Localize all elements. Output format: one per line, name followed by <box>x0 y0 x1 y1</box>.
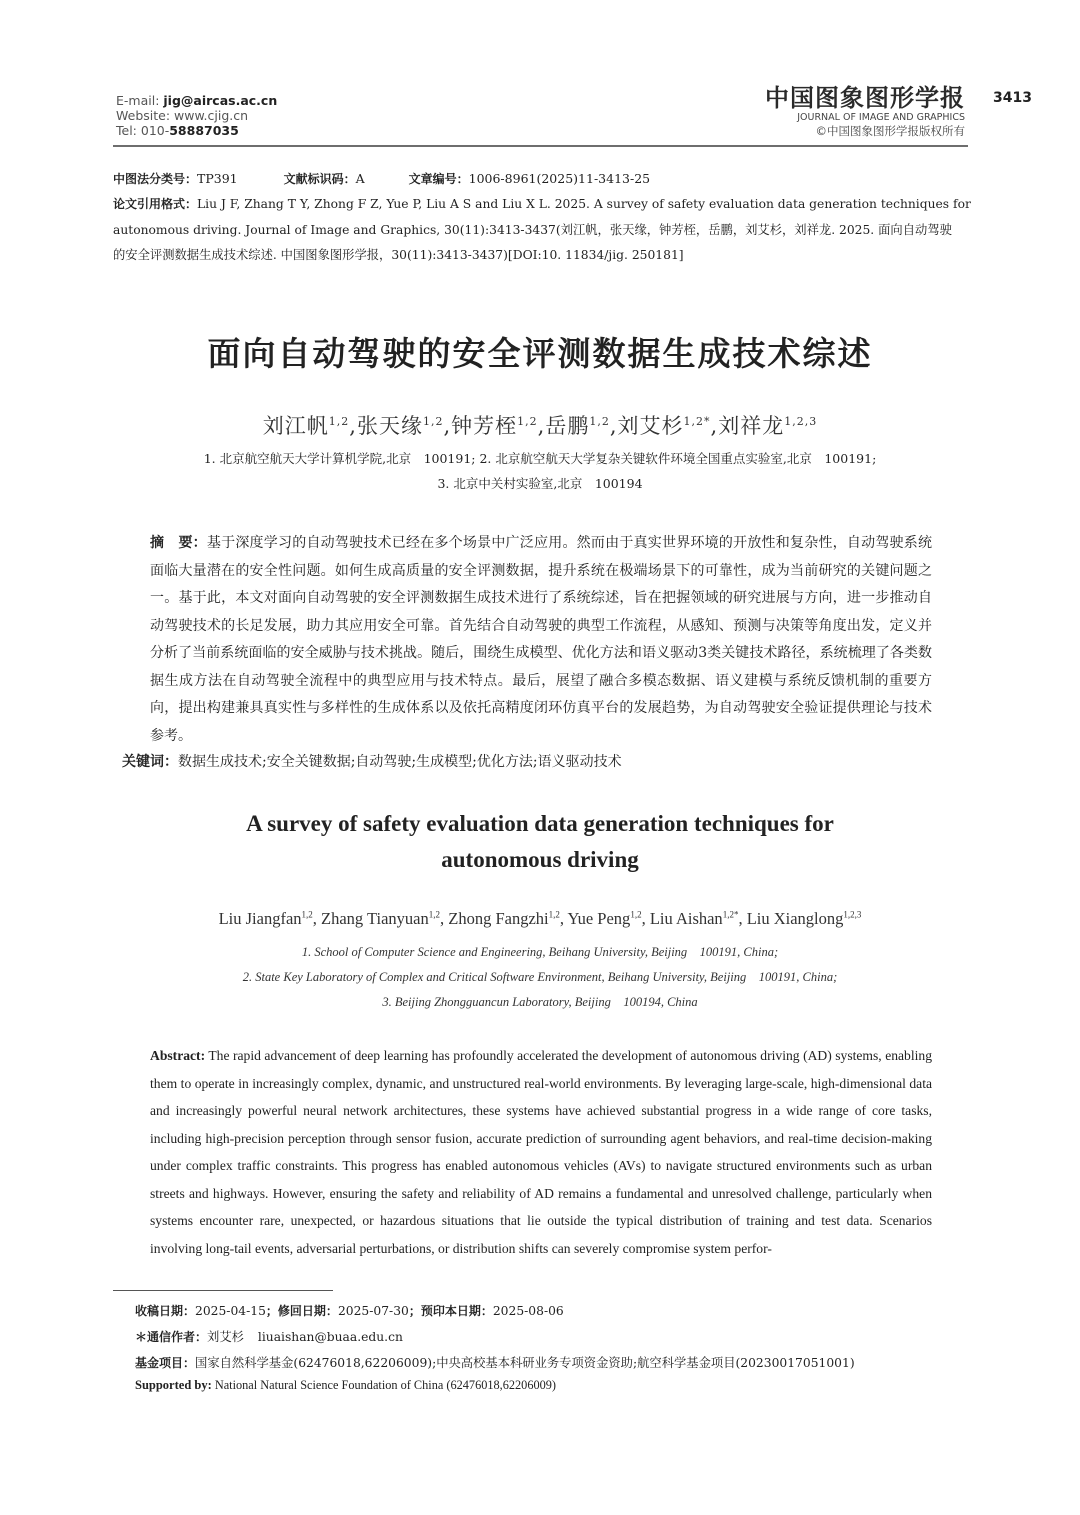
citation-text-2: autonomous driving. Journal of Image and Graphics, 30(11):3413-3437(刘江帆，张天缘，钟芳桎，岳鹏，刘艾杉，刘祥龙. 2025. 面向自动驾驶 <box>113 223 952 237</box>
tel-label: Tel: 010- <box>116 123 170 138</box>
author-separator: , <box>710 414 719 438</box>
author-affiliation-mark: 1,2 <box>428 909 440 920</box>
footnote-funding <box>135 1353 855 1371</box>
received-label: 收稿日期： <box>135 1304 196 1318</box>
author-separator: , <box>537 414 546 438</box>
author-separator: , <box>609 414 618 438</box>
supported-text: National Natural Science Foundation of China (62476018,62206009) <box>214 1378 557 1392</box>
author-affiliation-mark: 1,2* <box>722 909 739 920</box>
paper-title-cn: 面向自动驾驶的安全评测数据生成技术综述 <box>207 334 873 373</box>
author-separator: , <box>440 909 449 928</box>
author-affiliation-mark: 1,2* <box>683 415 711 428</box>
journal-name-en: JOURNAL OF IMAGE AND GRAPHICS <box>797 112 965 123</box>
page-number: 3413 <box>993 90 1032 106</box>
abstract-en <box>150 1042 932 1262</box>
affiliation-en-1: 1. School of Computer Science and Engineering, Beihang University, Beijing 100191, China; <box>301 945 779 959</box>
funding-label: 基金项目： <box>135 1356 196 1370</box>
website-link[interactable]: Website: www.cjig.cn <box>116 108 249 123</box>
en-author <box>568 909 650 928</box>
footnote-supported <box>135 1378 556 1393</box>
author-name: Liu Aishan <box>649 909 723 928</box>
citation-line-1 <box>113 195 971 212</box>
cn-author <box>618 414 719 438</box>
author-affiliation-mark: 1,2 <box>517 415 538 428</box>
article-number-label: 文章编号： <box>408 172 469 186</box>
author-list-cn <box>0 410 1080 440</box>
author-affiliation-mark: 1,2,3 <box>843 909 862 920</box>
title-en-line-1: A survey of safety evaluation data generation techniques for <box>246 811 834 836</box>
received-date: 2025-04-15 <box>195 1304 266 1318</box>
abstract-en-label: Abstract: <box>150 1048 206 1063</box>
cn-author <box>545 414 617 438</box>
author-separator: , <box>443 414 452 438</box>
cn-author <box>451 414 545 438</box>
author-name: Zhong Fangzhi <box>448 909 549 928</box>
abstract-cn-label: 摘 要： <box>150 535 207 551</box>
cn-author <box>263 414 357 438</box>
corresponding-label: ＊通信作者： <box>135 1330 208 1344</box>
article-number-value: 1006-8961(2025)11-3413-25 <box>468 171 651 186</box>
preprint-label: ；预印本日期： <box>408 1304 493 1318</box>
author-affiliation-mark: 1,2 <box>589 415 610 428</box>
affiliation-en-3: 3. Beijing Zhongguancun Laboratory, Beijing 100194, China <box>382 995 698 1009</box>
author-separator: , <box>559 909 568 928</box>
title-en-line-2: autonomous driving <box>441 847 639 872</box>
supported-label: Supported by: <box>135 1378 212 1392</box>
author-name: 岳鹏 <box>545 414 590 438</box>
author-affiliation-mark: 1,2 <box>630 909 642 920</box>
corresponding-name: 刘艾杉 <box>207 1330 244 1344</box>
class-value: TP391 <box>197 171 238 186</box>
author-affiliation-mark: 1,2 <box>422 415 444 428</box>
author-name: 钟芳桎 <box>451 414 518 438</box>
revised-label: ；修回日期： <box>265 1304 338 1318</box>
author-name: 刘祥龙 <box>718 414 785 438</box>
abstract-cn-text: 基于深度学习的自动驾驶技术已经在多个场景中广泛应用。然而由于真实世界环境的开放性和复杂性，自动驾驶系统面临大量潜在的安全性问题。如何生成高质量的安全评测数据，提升系统在极端场景下的可靠性，成为当前研究的关键问题之一。基于此，本文对面向自动驾驶的安全评测数据生成技术进行了系统综述，旨在把握领域的研究进展与方向，进一步推动自动驾驶技术的长足发展，助力其应用安全可靠。首先结合自动驾驶的典型工作流程，从感知、预测与决策等角度出发，定义并分析了当前系统面临的安全威胁与技术挑战。随后，围绕生成模型、优化方法和语义驱动3类关键技术路径，系统梳理了各类数据生成方法在自动驾驶全流程中的典型应用与技术特点。最后，展望了融合多模态数据、语义建模与系统反馈机制的重要方向，提出构建兼具真实性与多样性的生成体系以及依托高精度闭环仿真平台的发展趋势，为自动驾驶安全验证提供理论与技术参考。 <box>150 535 932 744</box>
en-author <box>650 909 747 928</box>
affiliation-en-2: 2. State Key Laboratory of Complex and Critical Software Environment, Beihang University, Beijing 100191, China; <box>242 970 838 984</box>
journal-name-cn: 中国图象图形学报 <box>765 84 965 112</box>
citation-text-1: Liu J F, Zhang T Y, Zhong F Z, Yue P, Liu A S and Liu X L. 2025. A survey of safety evaluation data generation techniques for <box>197 197 971 211</box>
footnote-dates <box>135 1302 564 1319</box>
affiliation-cn-1: 1. 北京航空航天大学计算机学院,北京 100191; 2. 北京航空航天大学复杂关键软件环境全国重点实验室,北京 100191; <box>203 451 877 466</box>
affiliation-cn-2: 3. 北京中关村实验室,北京 100194 <box>437 476 643 491</box>
class-label: 中图法分类号： <box>113 172 198 186</box>
en-author <box>321 909 448 928</box>
en-author <box>219 909 321 928</box>
footnote-divider <box>113 1290 333 1291</box>
classification-line <box>113 170 650 187</box>
cn-author <box>718 414 817 438</box>
author-separator: , <box>349 414 357 438</box>
funding-text: 国家自然科学基金(62476018,62206009);中央高校基本科研业务专项资金资助;航空科学基金项目(20230017051001) <box>195 1356 855 1370</box>
footnote-corresponding <box>135 1327 403 1345</box>
author-separator: , <box>641 909 650 928</box>
author-list-en <box>0 909 1080 929</box>
author-name: Liu Jiangfan <box>218 909 302 928</box>
author-name: 张天缘 <box>356 414 423 438</box>
abstract-cn <box>150 530 932 750</box>
author-name: 刘江帆 <box>262 414 329 438</box>
author-separator: , <box>738 909 747 928</box>
author-name: Zhang Tianyuan <box>321 909 429 928</box>
journal-masthead <box>765 84 965 138</box>
email-link[interactable]: jig@aircas.ac.cn <box>163 93 278 108</box>
author-affiliation-mark: 1,2,3 <box>784 415 818 428</box>
contact-info <box>116 93 277 138</box>
author-separator: , <box>312 909 322 928</box>
paper-title-en <box>0 806 1080 878</box>
author-name: Yue Peng <box>567 909 631 928</box>
keywords-label: 关键词： <box>122 754 178 770</box>
author-affiliation-mark: 1,2 <box>328 415 350 428</box>
keywords-cn <box>122 751 622 771</box>
en-author <box>747 909 862 928</box>
copyright-notice: ©中国图象图形学报版权所有 <box>815 124 965 138</box>
header-divider <box>113 145 968 147</box>
author-affiliation-mark: 1,2 <box>301 909 313 920</box>
cn-author <box>357 414 451 438</box>
tel-number: 58887035 <box>169 123 239 138</box>
author-name: Liu Xianglong <box>746 909 844 928</box>
en-author <box>448 909 567 928</box>
revised-date: 2025-07-30 <box>337 1304 409 1318</box>
email-label: E-mail: <box>116 93 164 108</box>
author-name: 刘艾杉 <box>617 414 684 438</box>
author-affiliation-mark: 1,2 <box>548 909 560 920</box>
doc-code-label: 文献标识码： <box>283 172 356 186</box>
keywords-text: 数据生成技术;安全关键数据;自动驾驶;生成模型;优化方法;语义驱动技术 <box>178 754 622 770</box>
corresponding-email[interactable]: liuaishan@buaa.edu.cn <box>257 1330 403 1344</box>
abstract-en-text: The rapid advancement of deep learning has profoundly accelerated the development of autonomous driving (AD) systems, enabling them to operate in increasingly complex, dynamic, and unstructured real-world environments. By leveraging large-scale, high-dimensional data and increasingly powerful neural network architectures, these systems have achieved substantial progress in a wide range of core tasks, including high-precision perception through sensor fusion, accurate prediction of surrounding agent behaviors, and real-time decision-making under complex traffic constraints. This progress has enabled autonomous vehicles (AVs) to navigate structured environments such as urban streets and highways. However, ensuring the safety and reliability of AD remains a fundamental and unresolved challenge, particularly when systems encounter rare, unexpected, or hazardous situations that lie outside the typical distribution of training and test data. Scenarios involving long-tail events, adversarial perturbations, or distribution shifts can severely compromise system perfor- <box>150 1048 932 1256</box>
preprint-date: 2025-08-06 <box>492 1304 564 1318</box>
citation-label: 论文引用格式： <box>113 197 198 211</box>
doc-code-value: A <box>355 171 365 186</box>
citation-text-3: 的安全评测数据生成技术综述. 中国图象图形学报，30(11):3413-3437)[DOI:10. 11834/jig. 250181] <box>113 248 684 262</box>
